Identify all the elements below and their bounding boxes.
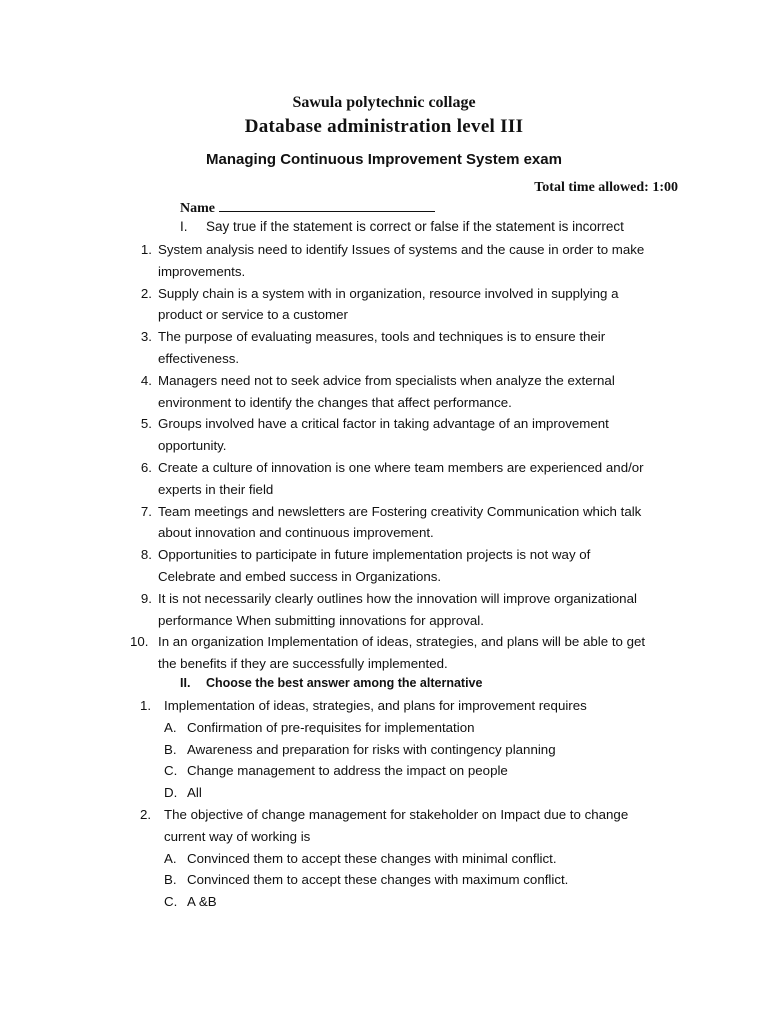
option-letter: C.	[164, 894, 178, 910]
question-text-line: about innovation and continuous improvement.	[158, 525, 434, 541]
question-number: 2.	[140, 285, 152, 301]
question-text-line: Groups involved have a critical factor in taking advantage of an improvement	[158, 416, 609, 432]
true-false-item	[132, 631, 692, 675]
question-text-line: improvements.	[158, 263, 246, 279]
true-false-item	[132, 544, 692, 588]
question-text-line: Team meetings and newsletters are Fostering creativity Communication which talk	[158, 503, 642, 519]
section-2-instruction: Choose the best answer among the alternative	[206, 676, 483, 690]
answer-option	[164, 717, 700, 739]
question-number: 4.	[140, 372, 152, 388]
answer-option	[164, 869, 700, 891]
question-text-line: Opportunities to participate in future implementation projects is not way of	[158, 547, 591, 563]
section-1-heading	[180, 219, 624, 234]
question-text-line: Celebrate and embed success in Organizations.	[158, 568, 442, 584]
section-2-heading	[180, 676, 482, 690]
question-number: 2.	[140, 806, 152, 822]
exam-title: Managing Continuous Improvement System exam	[206, 151, 562, 168]
true-false-item	[132, 326, 692, 370]
answer-option	[164, 848, 700, 870]
question-number: 7.	[140, 503, 152, 519]
question-text-line: It is not necessarily clearly outlines how the innovation will improve organizational	[158, 590, 637, 606]
question-text-line: The objective of change management for stakeholder on Impact due to change	[164, 806, 629, 822]
question-number: 1.	[140, 242, 152, 257]
question-number: 10.	[130, 634, 149, 650]
question-number: 5.	[140, 416, 152, 432]
true-false-item	[132, 501, 692, 545]
time-allowed: Total time allowed: 1:00	[534, 180, 678, 195]
question-text-line: product or service to a customer	[158, 307, 348, 323]
answer-options	[164, 717, 700, 804]
option-letter: D.	[164, 785, 178, 801]
question-text-line: System analysis need to identify Issues of systems and the cause in order to make	[158, 242, 645, 257]
question-text-line: current way of working is	[164, 828, 311, 844]
option-letter: C.	[164, 763, 178, 779]
multiple-choice-item	[140, 804, 700, 913]
option-letter: B.	[164, 741, 177, 757]
true-false-item	[132, 370, 692, 414]
question-text-line: Implementation of ideas, strategies, and plans for improvement requires	[164, 698, 587, 713]
question-text-line: environment to identify the changes that affect performance.	[158, 394, 512, 410]
option-text: A &B	[187, 894, 217, 910]
option-text: Convinced them to accept these changes with minimal conflict.	[187, 850, 557, 866]
true-false-item	[132, 457, 692, 501]
question-number: 1.	[140, 698, 152, 713]
section-1-instruction: Say true if the statement is correct or false if the statement is incorrect	[206, 219, 624, 234]
course-title: Database administration level III	[244, 116, 524, 137]
name-label: Name	[180, 201, 215, 216]
question-number: 9.	[140, 590, 152, 606]
question-number: 3.	[140, 329, 152, 345]
answer-option	[164, 760, 700, 782]
question-text-line: Managers need not to seek advice from specialists when analyze the external	[158, 372, 615, 388]
true-false-item	[132, 588, 692, 632]
section-1-numeral: I.	[180, 219, 188, 234]
answer-option	[164, 891, 700, 913]
question-text-line: The purpose of evaluating measures, tools and techniques is to ensure their	[158, 329, 606, 345]
true-false-item	[132, 413, 692, 457]
true-false-item	[132, 283, 692, 327]
question-text-line: experts in their field	[158, 481, 274, 497]
option-text: Awareness and preparation for risks with contingency planning	[187, 741, 556, 757]
question-number: 6.	[140, 459, 152, 475]
option-text: All	[187, 785, 202, 801]
name-blank-line	[219, 199, 435, 212]
college-name: Sawula polytechnic collage	[292, 94, 476, 111]
option-letter: B.	[164, 872, 177, 888]
answer-option	[164, 782, 700, 804]
option-text: Convinced them to accept these changes with maximum conflict.	[187, 872, 569, 888]
answer-option	[164, 739, 700, 761]
option-text: Confirmation of pre-requisites for implementation	[187, 719, 475, 735]
question-text-line: the benefits if they are successfully implemented.	[158, 656, 448, 672]
true-false-list	[132, 239, 692, 675]
question-text-line: In an organization Implementation of ideas, strategies, and plans will be able to get	[158, 634, 646, 650]
multiple-choice-item	[140, 695, 700, 804]
question-text-line: performance When submitting innovations for approval.	[158, 612, 484, 628]
answer-options	[164, 848, 700, 913]
option-letter: A.	[164, 850, 177, 866]
name-field	[180, 199, 435, 217]
question-number: 8.	[140, 547, 152, 563]
question-text-line: opportunity.	[158, 438, 227, 454]
multiple-choice-list	[140, 695, 700, 913]
question-text-line: Supply chain is a system with in organization, resource involved in supplying a	[158, 285, 619, 301]
option-letter: A.	[164, 719, 177, 735]
question-text-line: effectiveness.	[158, 350, 240, 366]
true-false-item	[132, 239, 692, 283]
option-text: Change management to address the impact on people	[187, 763, 508, 779]
question-text-line: Create a culture of innovation is one where team members are experienced and/or	[158, 459, 644, 475]
section-2-numeral: II.	[180, 676, 191, 690]
